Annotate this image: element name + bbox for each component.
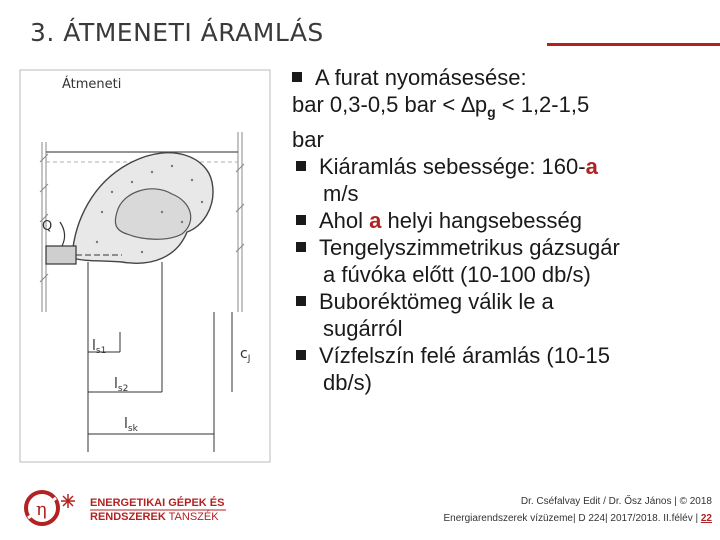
bullet-outflow-speed: Kiáramlás sebessége: 160-a — [292, 153, 712, 180]
bullet-marker — [296, 215, 306, 225]
pressure-drop-range: bar 0,3-0,5 bar < $\Delta p_g < 1,2-1,5$ — [292, 92, 590, 120]
slide-footer — [443, 493, 712, 527]
bullet-marker — [296, 296, 306, 306]
bullet-sound-speed: Ahol a helyi hangsebesség — [292, 207, 712, 234]
outflow-speed-unit: m/s — [323, 181, 359, 206]
hatched-wall-right — [236, 132, 244, 312]
surface-flow-detail: db/s) — [323, 370, 372, 395]
footer-authors: Dr. Cséfalvay Edit / Dr. Ősz János | © 2018 — [520, 496, 712, 507]
flow-arrow — [60, 222, 65, 246]
footer-course: Energiarendszerek vízüzeme| D 224| 2017/2018. II.félév | 22 — [443, 513, 712, 524]
page-number: 22 — [700, 513, 712, 524]
sketch-border — [20, 70, 270, 462]
slide-title: 3. ÁTMENETI ÁRAMLÁS — [30, 18, 324, 47]
bullet-marker — [296, 161, 306, 171]
label-c: $c_J$ — [240, 346, 251, 364]
logo-text: ENERGETIKAI GÉPEK ÉS RENDSZEREK TANSZÉK — [90, 497, 225, 523]
label-lsk: $l_{sk}$ — [124, 416, 138, 434]
bullet-marker — [292, 72, 302, 82]
figure-caption: Átmeneti — [62, 77, 122, 92]
transient-flow-sketch — [2, 62, 292, 480]
bubble-separation-detail: sugárról — [323, 316, 403, 341]
pressure-drop-unit: bar — [292, 127, 324, 152]
bullet-marker — [296, 350, 306, 360]
label-ls2: $l_{s2}$ — [114, 376, 129, 394]
bullet-marker — [296, 242, 306, 252]
axisymmetric-jet-detail: a fúvóka előtt (10-100 db/s) — [323, 262, 591, 287]
snowflake-icon — [61, 494, 75, 508]
dimension-lines — [88, 262, 232, 452]
bullet-surface-flow: Vízfelszín felé áramlás (10-15 — [292, 342, 712, 369]
logo-glyph: η — [36, 499, 47, 520]
bullet-bubble-separation: Buboréktömeg válik le a — [292, 288, 712, 315]
slide-content — [292, 64, 712, 396]
title-rule — [547, 43, 720, 46]
nozzle — [46, 246, 76, 264]
label-ls1: $l_{s1}$ — [92, 338, 107, 356]
bullet-axisymmetric-jet: Tengelyszimmetrikus gázsugár — [292, 234, 712, 261]
bullet-pressure-drop: A furat nyomásesése: — [292, 64, 712, 91]
label-q: Q — [42, 219, 53, 234]
